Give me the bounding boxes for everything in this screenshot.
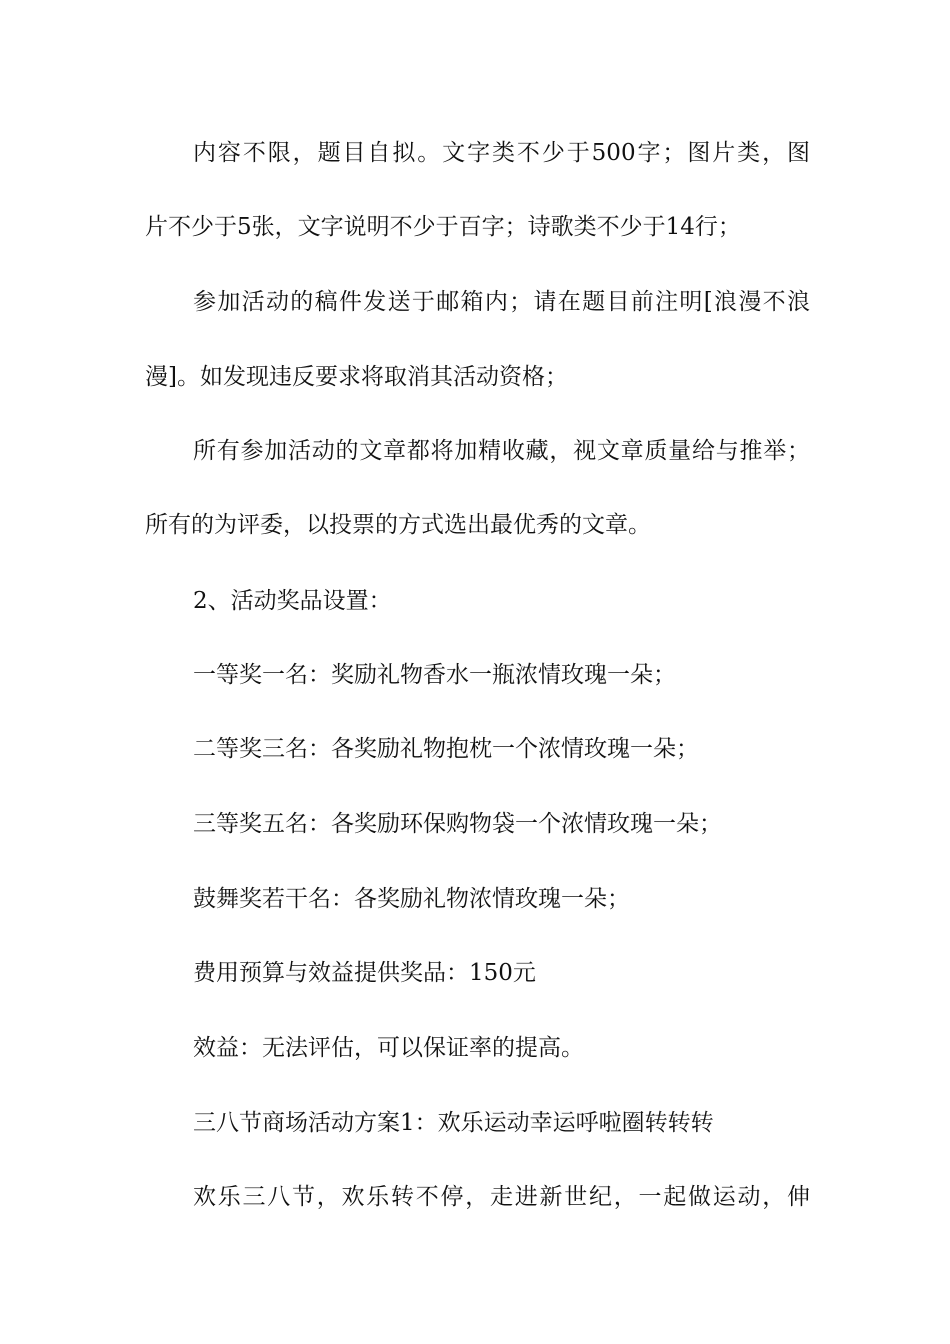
budget-line: 费用预算与效益提供奖品：150元 [193,960,536,986]
paragraph-3-line-2: 所有的为评委，以投票的方式选出最优秀的文章。 [145,512,651,538]
prize-second: 二等奖三名：各奖励礼物抱枕一个浓情玫瑰一朵； [193,736,699,762]
paragraph-2-line-2: 漫]。如发现违反要求将取消其活动资格； [145,364,568,390]
paragraph-1-line-2: 片不少于5张，文字说明不少于百字；诗歌类不少于14行； [145,214,741,240]
plan-intro-line-1: 欢乐三八节，欢乐转不停，走进新世纪，一起做运动，伸 [193,1184,810,1210]
benefit-line: 效益：无法评估，可以保证率的提高。 [193,1035,584,1061]
section-heading-prizes: 2、活动奖品设置： [193,588,392,614]
prize-encouragement: 鼓舞奖若干名：各奖励礼物浓情玫瑰一朵； [193,886,630,912]
paragraph-2-line-1: 参加活动的稿件发送于邮箱内；请在题目前注明[浪漫不浪 [193,289,810,315]
paragraph-3-line-1: 所有参加活动的文章都将加精收藏，视文章质量给与推举； [193,438,810,464]
prize-third: 三等奖五名：各奖励环保购物袋一个浓情玫瑰一朵； [193,811,722,837]
plan-title: 三八节商场活动方案1：欢乐运动幸运呼啦圈转转转 [193,1110,714,1136]
prize-first: 一等奖一名：奖励礼物香水一瓶浓情玫瑰一朵； [193,662,676,688]
paragraph-1-line-1: 内容不限，题目自拟。文字类不少于500字；图片类，图 [193,140,810,166]
